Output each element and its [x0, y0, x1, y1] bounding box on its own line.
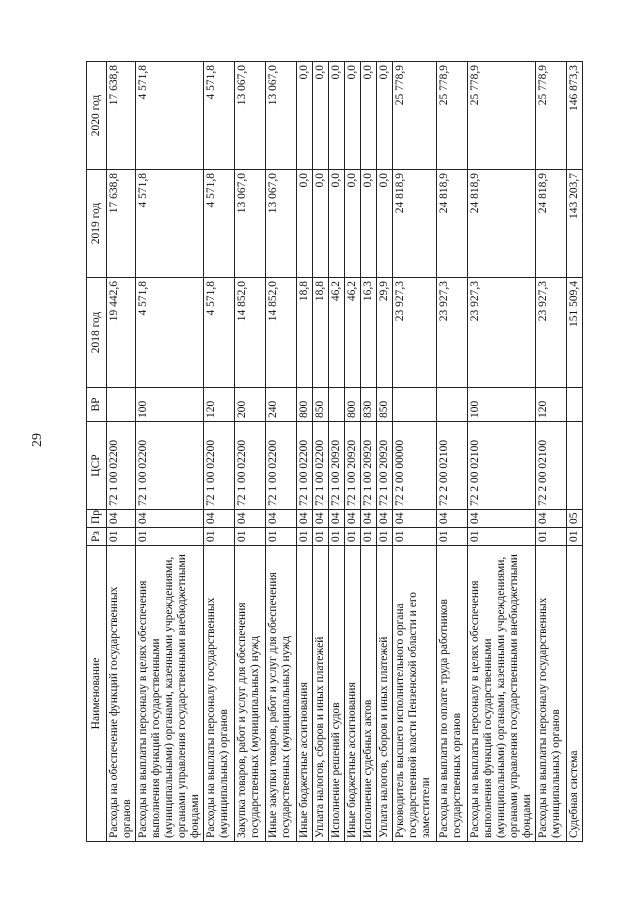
- cell-vr: [107, 388, 136, 422]
- cell-2020: 0,0: [377, 62, 393, 170]
- cell-2019: 0,0: [313, 170, 329, 278]
- cell-2018: 23 927,3: [536, 278, 567, 388]
- table-row: [136, 62, 204, 842]
- cell-2019: 0,0: [297, 170, 313, 278]
- header-year-2020: 2020 год: [87, 62, 107, 170]
- cell-rz: 01: [313, 528, 329, 546]
- table-row: [235, 62, 266, 842]
- cell-name: Руководитель высшего исполнительного органа государственной власти Пензенской области и его заместители: [393, 546, 437, 842]
- table-row: [313, 62, 329, 842]
- cell-name: Исполнение судебных актов: [361, 546, 377, 842]
- cell-csr: [567, 422, 583, 510]
- budget-table: [86, 61, 583, 842]
- cell-name: Уплата налогов, сборов и иных платежей: [313, 546, 329, 842]
- cell-csr: 72 1 00 02200: [136, 422, 204, 510]
- cell-2020: 0,0: [313, 62, 329, 170]
- cell-vr: 100: [468, 388, 536, 422]
- cell-2019: 0,0: [345, 170, 361, 278]
- cell-2018: 29,9: [377, 278, 393, 388]
- cell-2020: 13 067,0: [266, 62, 297, 170]
- cell-name: Уплата налогов, сборов и иных платежей: [377, 546, 393, 842]
- table-row: [393, 62, 437, 842]
- cell-2020: 25 778,9: [393, 62, 437, 170]
- table-row: [567, 62, 583, 842]
- cell-rz: 01: [329, 528, 345, 546]
- cell-2019: 24 818,9: [468, 170, 536, 278]
- cell-name: Расходы на выплаты персоналу в целях обеспечения выполнения функций государственными (муниципальными) органами, казенными учреждениями, органами управления государственными внебюджетными фондами: [468, 546, 536, 842]
- cell-csr: 72 1 00 20920: [361, 422, 377, 510]
- cell-vr: [437, 388, 468, 422]
- cell-2019: 0,0: [361, 170, 377, 278]
- cell-2020: 0,0: [361, 62, 377, 170]
- cell-2018: 14 852,0: [266, 278, 297, 388]
- cell-2020: 13 067,0: [235, 62, 266, 170]
- cell-vr: 200: [235, 388, 266, 422]
- cell-csr: 72 1 00 02200: [235, 422, 266, 510]
- cell-name: Иные бюджетные ассигнования: [345, 546, 361, 842]
- cell-pr: 04: [297, 510, 313, 528]
- cell-pr: 04: [329, 510, 345, 528]
- cell-vr: 830: [361, 388, 377, 422]
- cell-rz: 01: [235, 528, 266, 546]
- cell-name: Расходы на выплаты персоналу государственных (муниципальных) органов: [536, 546, 567, 842]
- cell-rz: 01: [536, 528, 567, 546]
- cell-vr: 100: [136, 388, 204, 422]
- cell-2020: 0,0: [297, 62, 313, 170]
- cell-2019: 13 067,0: [235, 170, 266, 278]
- cell-pr: 04: [235, 510, 266, 528]
- cell-vr: 850: [377, 388, 393, 422]
- rotated-table-container: [86, 62, 580, 842]
- header-pr: Пр: [87, 510, 107, 528]
- cell-vr: 800: [297, 388, 313, 422]
- cell-csr: 72 1 00 20920: [345, 422, 361, 510]
- cell-vr: 120: [204, 388, 235, 422]
- cell-2018: 151 509,4: [567, 278, 583, 388]
- cell-2019: 17 638,8: [107, 170, 136, 278]
- header-rz: Рз: [87, 528, 107, 546]
- cell-2018: 4 571,8: [136, 278, 204, 388]
- cell-2019: 13 067,0: [266, 170, 297, 278]
- cell-2018: 46,2: [345, 278, 361, 388]
- cell-pr: 04: [136, 510, 204, 528]
- table-row: [468, 62, 536, 842]
- cell-csr: 72 1 00 20920: [377, 422, 393, 510]
- header-csr: ЦСР: [87, 422, 107, 510]
- table-row: [437, 62, 468, 842]
- cell-pr: 04: [468, 510, 536, 528]
- cell-rz: 01: [297, 528, 313, 546]
- cell-pr: 04: [377, 510, 393, 528]
- cell-2019: 4 571,8: [136, 170, 204, 278]
- cell-2018: 16,3: [361, 278, 377, 388]
- cell-2020: 146 873,3: [567, 62, 583, 170]
- cell-pr: 04: [313, 510, 329, 528]
- cell-csr: 72 1 00 02200: [266, 422, 297, 510]
- cell-rz: 01: [345, 528, 361, 546]
- cell-name: Расходы на обеспечение функций государственных органов: [107, 546, 136, 842]
- cell-vr: [329, 388, 345, 422]
- cell-pr: 04: [204, 510, 235, 528]
- cell-rz: 01: [377, 528, 393, 546]
- cell-pr: 04: [361, 510, 377, 528]
- table-row: [107, 62, 136, 842]
- cell-name: Расходы на выплаты персоналу в целях обеспечения выполнения функций государственными (муниципальными) органами, казенными учреждениями, органами управления государственными внебюджетными фондами: [136, 546, 204, 842]
- cell-2019: 24 818,9: [536, 170, 567, 278]
- header-name: Наименование: [87, 546, 107, 842]
- cell-2018: 23 927,3: [468, 278, 536, 388]
- cell-2018: 18,8: [313, 278, 329, 388]
- cell-2020: 25 778,9: [468, 62, 536, 170]
- cell-2018: 18,8: [297, 278, 313, 388]
- cell-2020: 0,0: [345, 62, 361, 170]
- table-header: [87, 62, 107, 842]
- cell-2020: 25 778,9: [536, 62, 567, 170]
- cell-2020: 4 571,8: [136, 62, 204, 170]
- cell-pr: 04: [536, 510, 567, 528]
- cell-vr: 800: [345, 388, 361, 422]
- cell-csr: 72 2 00 02100: [468, 422, 536, 510]
- cell-2018: 23 927,3: [437, 278, 468, 388]
- cell-rz: 01: [136, 528, 204, 546]
- cell-rz: 01: [567, 528, 583, 546]
- cell-csr: 72 1 00 02200: [313, 422, 329, 510]
- cell-2018: 4 571,8: [204, 278, 235, 388]
- cell-2018: 14 852,0: [235, 278, 266, 388]
- cell-2019: 143 203,7: [567, 170, 583, 278]
- cell-csr: 72 1 00 02200: [297, 422, 313, 510]
- cell-pr: 04: [345, 510, 361, 528]
- cell-name: Закупка товаров, работ и услуг для обеспечения государственных (муниципальных) нужд: [235, 546, 266, 842]
- header-year-2019: 2019 год: [87, 170, 107, 278]
- cell-rz: 01: [361, 528, 377, 546]
- header-row: [87, 62, 107, 842]
- cell-name: Иные бюджетные ассигнования: [297, 546, 313, 842]
- header-vr: ВР: [87, 388, 107, 422]
- cell-2020: 4 571,8: [204, 62, 235, 170]
- cell-2018: 46,2: [329, 278, 345, 388]
- cell-csr: 72 2 00 00000: [393, 422, 437, 510]
- cell-vr: 120: [536, 388, 567, 422]
- table-row: [361, 62, 377, 842]
- cell-2019: 24 818,9: [393, 170, 437, 278]
- table-row: [345, 62, 361, 842]
- cell-2020: 25 778,9: [437, 62, 468, 170]
- cell-name: Исполнение решений судов: [329, 546, 345, 842]
- table-row: [204, 62, 235, 842]
- cell-2020: 0,0: [329, 62, 345, 170]
- cell-2019: 0,0: [377, 170, 393, 278]
- cell-rz: 01: [468, 528, 536, 546]
- cell-vr: 850: [313, 388, 329, 422]
- table-body: [107, 62, 583, 842]
- cell-2018: 19 442,6: [107, 278, 136, 388]
- cell-rz: 01: [204, 528, 235, 546]
- cell-name: Судебная система: [567, 546, 583, 842]
- cell-csr: 72 2 00 02100: [437, 422, 468, 510]
- cell-csr: 72 2 00 02100: [536, 422, 567, 510]
- cell-2019: 24 818,9: [437, 170, 468, 278]
- cell-2019: 4 571,8: [204, 170, 235, 278]
- cell-csr: 72 1 00 02200: [204, 422, 235, 510]
- table-row: [297, 62, 313, 842]
- cell-vr: [567, 388, 583, 422]
- cell-name: Расходы на выплаты по оплате труда работников государственных органов: [437, 546, 468, 842]
- table-row: [377, 62, 393, 842]
- cell-2018: 23 927,3: [393, 278, 437, 388]
- cell-name: Иные закупки товаров, работ и услуг для обеспечения государственных (муниципальных) нужд: [266, 546, 297, 842]
- cell-pr: 04: [393, 510, 437, 528]
- table-row: [329, 62, 345, 842]
- table-row: [536, 62, 567, 842]
- header-year-2018: 2018 год: [87, 278, 107, 388]
- cell-pr: 04: [107, 510, 136, 528]
- cell-pr: 05: [567, 510, 583, 528]
- cell-rz: 01: [393, 528, 437, 546]
- cell-2019: 0,0: [329, 170, 345, 278]
- cell-vr: 240: [266, 388, 297, 422]
- cell-name: Расходы на выплаты персоналу государственных (муниципальных) органов: [204, 546, 235, 842]
- cell-csr: 72 1 00 02200: [107, 422, 136, 510]
- cell-2020: 17 638,8: [107, 62, 136, 170]
- table-row: [266, 62, 297, 842]
- cell-rz: 01: [107, 528, 136, 546]
- cell-rz: 01: [437, 528, 468, 546]
- cell-pr: 04: [266, 510, 297, 528]
- cell-pr: 04: [437, 510, 468, 528]
- cell-vr: [393, 388, 437, 422]
- cell-rz: 01: [266, 528, 297, 546]
- cell-csr: 72 1 00 20920: [329, 422, 345, 510]
- page-number: 29: [30, 433, 45, 447]
